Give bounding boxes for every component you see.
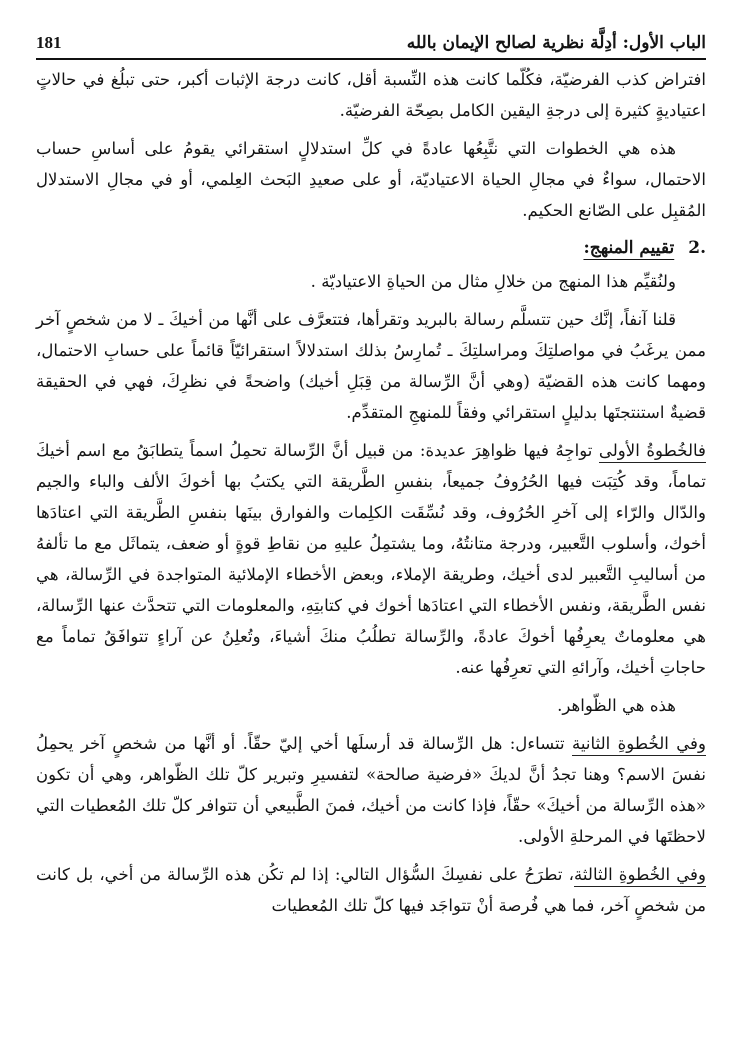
chapter-title: الباب الأول: أدِلَّة نظرية لصالح الإيمان بالله bbox=[406, 33, 706, 53]
paragraph-8 bbox=[36, 859, 706, 921]
paragraph-4: قلنا آنفاً، إنَّك حين تتسلَّم رسالة بالبريد وتقرأها، فتتعرَّف على أنَّها من أخيكَ ـ لا من شخصٍ آخر ممن يرغَبُ في مواصلتِكَ ومراسلتِكَ ـ تُمارِسُ بذلك استدلالاً استقرائيّاً قائماً على حسابِ الاحتمال، ومهما كانت هذه القضيّة (وهي أنَّ الرِّسالة من قِبَلِ أخيك) واضحةً في نظرِكَ، فهي في الحقيقة قضيةٌ استنتجتَها بدليلٍ استقرائي وفقاً للمنهجِ المتقدِّم. bbox=[36, 310, 706, 422]
page-body bbox=[36, 64, 706, 1032]
book-page bbox=[36, 22, 706, 1032]
step-two-label: وفي الخُطوةِ الثانية bbox=[572, 734, 706, 756]
paragraph-7 bbox=[36, 728, 706, 852]
paragraph-7-text: تتساءل: هل الرِّسالة قد أرسلَها أخي إليّ حقّاً. أو أنَّها من شخصٍ آخر يحمِلُ نفسَ الاسم؟ وهنا تجدُ أنَّ لديكَ «فرضية صالحة» لتفسيرِ وتبرير كلّ تلك الظّواهر، وهي أن تكون «هذه الرِّسالة من أخيكَ» حقّاً، فإذا كانت من أخيك، فمنَ الطَّبيعي أن تتوافر كلّ تلك المُعطيات التي لاحظتَها في المرحلةِ الأولى. bbox=[36, 734, 706, 846]
paragraph-5 bbox=[36, 435, 706, 683]
paragraph-3: ولنُقيِّم هذا المنهج من خلالِ مثال من الحياةِ الاعتياديّة . bbox=[310, 272, 676, 291]
section-title: تقييم المنهج: bbox=[583, 238, 675, 258]
step-one-label: فالخُطوةُ الأولى bbox=[599, 441, 706, 463]
section-heading bbox=[36, 233, 706, 264]
paragraph-6: هذه هي الظّواهر. bbox=[557, 696, 676, 715]
paragraph-2: هذه هي الخطوات التي نتَّبِعُها عادةً في كلِّ استدلالٍ استقرائي يقومُ على أساسِ حساب الاحتمال، سواءٌ في مجالِ الحياة الاعتياديّة، أو على صعيدِ البَحث العِلمي، أو في مجالِ الاستدلال المُقبِل على الصّانع الحكيم. bbox=[36, 139, 706, 220]
section-number: 2. bbox=[688, 238, 706, 258]
page-number: 181 bbox=[36, 33, 62, 52]
running-header bbox=[36, 22, 706, 60]
paragraph-8-text: ، تطرَحُ على نفسِكَ السُّؤال التالي: إذا لم تكُن هذه الرِّسالة من أخي، بل كانت من شخصٍ آخر، فما هي فُرصة أنْ تتواجَد فيها كلّ تلك المُعطيات bbox=[36, 865, 706, 915]
paragraph-1: افتراض كذب الفرضيّة، فكُلّما كانت هذه النِّسبة أقل، كانت درجة الإثبات أكبر، حتى تبلُغ في حالاتٍ اعتياديةٍ كثيرة إلى درجةِ اليقين الكامل بصِحّة الفرضيّة. bbox=[36, 70, 706, 120]
paragraph-5-text: تواجِهُ فيها ظواهِرَ عديدة: من قبيل أنَّ الرِّسالة تحمِلُ اسماً يتطابَقُ مع اسم أخيكَ تماماً، وقد كُتِبَت فيها الحُرُوفُ جميعاً، بنفسِ الطَّريقة التي يكتبُ بها أخوكَ الألف والباء والجيم والدّال والرّاء إلى آخرِ الحُرُوف، وقد نُسِّقَت الكلِمات والفوارق بينَها بنفسِ الطَّريقة التي اعتادَها أخوك، وأسلوب التَّعبير، ودرجة متانتُهُ، وما يشتمِلُ عليهِ من نقاطِ قوةٍ أو ضعف، يتماثَل مع ما تألفهُ من أساليبِ التَّعبير لدى أخيك، وطريقة الإملاء، وبعض الأخطاء الإملائية المتواجدة في الرِّسالة، هي نفس الطَّريقة، ونفس الأخطاء التي اعتادَها أخوك في كتابتِهِ، والمعلومات التي تتحدَّث عنها الرِّسالة، هي معلوماتٌ يعرِفُها أخوكَ عادةً، والرِّسالة تطلُبُ منكَ أشياءَ، وتُعلِنُ عن آراءٍ تتوافَقُ تماماً مع حاجاتِ أخيك، وآرائهِ التي تعرِفُها عنه. bbox=[36, 441, 706, 677]
step-three-label: وفي الخُطوةِ الثالثة bbox=[574, 865, 706, 887]
